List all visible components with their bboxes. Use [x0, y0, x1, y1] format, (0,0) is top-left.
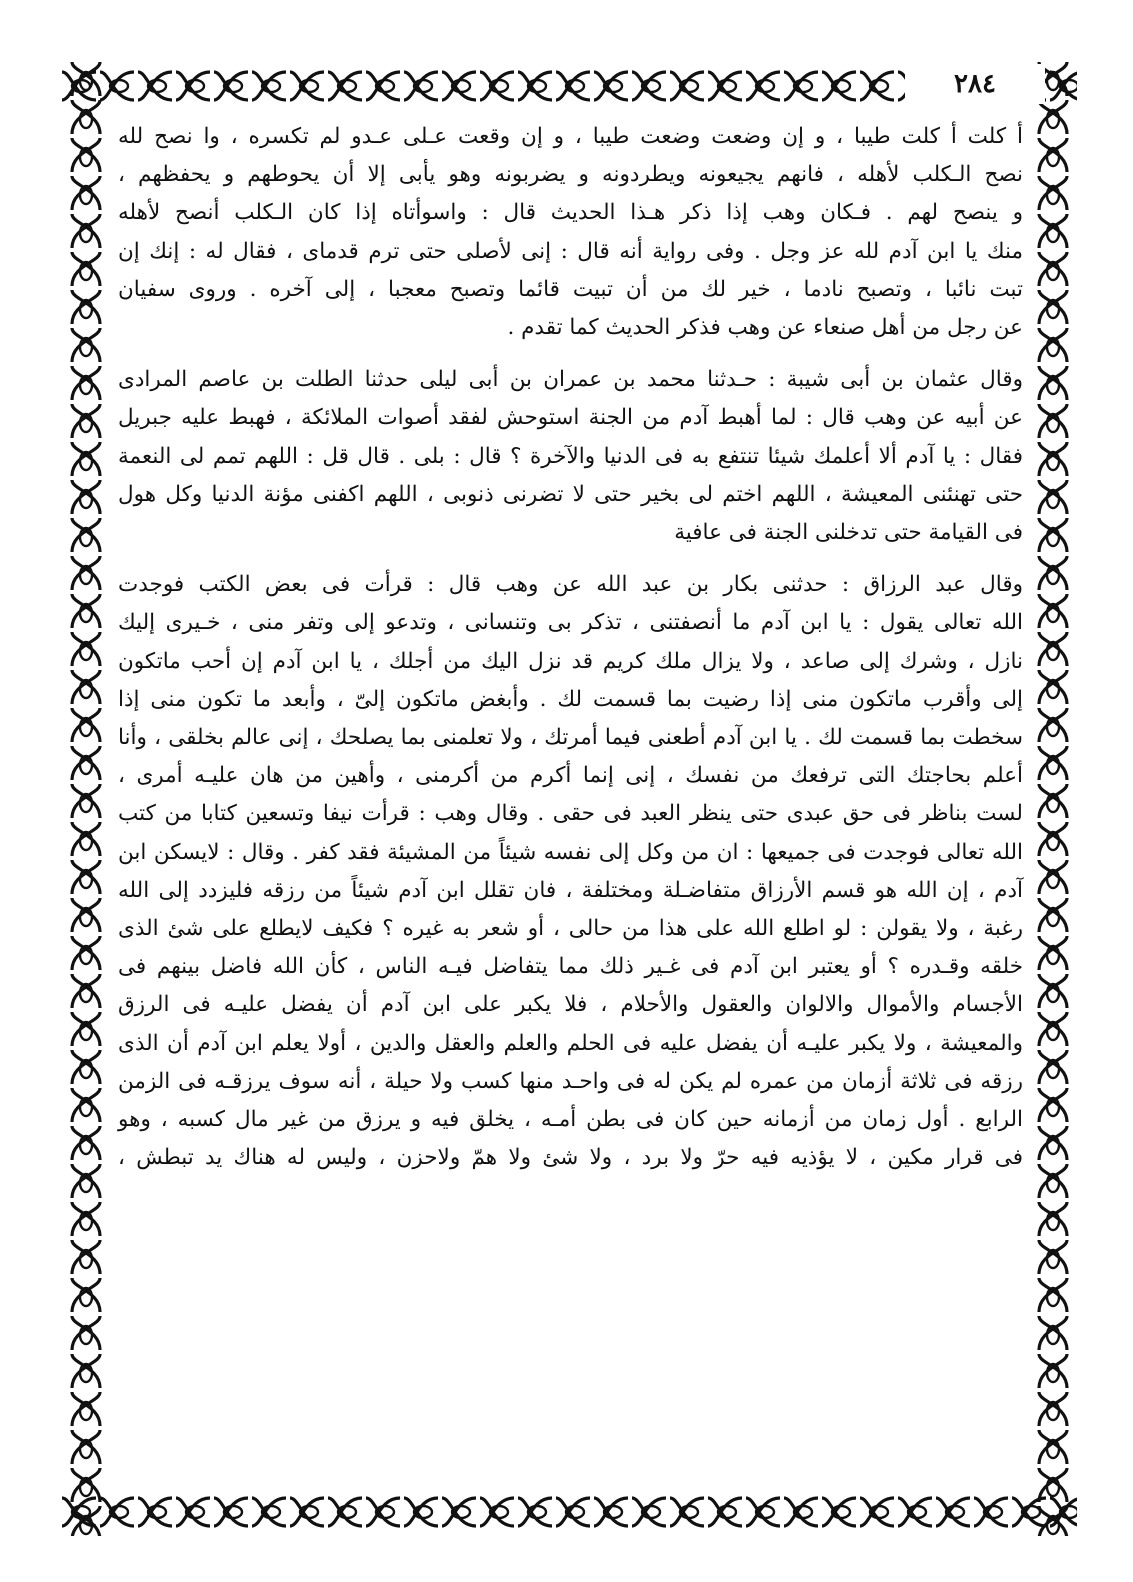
- chain-border-bottom: [62, 1488, 1077, 1536]
- text-line: الرابع . أول زمان من أزمانه حين كان فى بطن أمـه ، يخلق فيه و يرزق من غير مال كسبه ، وهو: [118, 1107, 1023, 1133]
- text-line: الأجسام والأموال والالوان والعقول والأحلام ، فلا يكبر على ابن آدم أن يفضل عليـه فى الرزق: [118, 992, 1023, 1018]
- text-line: فى القيامة حتى تدخلنى الجنة فى عافية: [674, 520, 1023, 546]
- text-line: أ كلت أ كلت طيبا ، و إن وضعت وضعت طيبا ، و إن وقعت عـلى عـدو لم تكسره ، وا نصح لله: [118, 124, 1023, 149]
- text-line: فى قرار مكين ، لا يؤذيه فيه حرّ ولا برد ، ولا شئ ولا همّ ولاحزن ، وليس له هناك يد تبطش ،: [118, 1145, 1023, 1171]
- text-line: رزقه فى ثلاثة أزمان من عمره لم يكن له فى واحـد منها كسب ولا حيلة ، أنه سوف يرزقـه فى الزمن: [118, 1068, 1023, 1094]
- text-line: والمعيشة ، ولا يكبر عليـه أن يفضل عليه فى الحلم والعلم والعقل والدين ، أولا يعلم ابن آدم أن الذى: [118, 1030, 1023, 1056]
- chain-strand: [72, 62, 100, 1536]
- text-line: تبت نائبا ، وتصبح نادما ، خير لك من أن تبيت قائما وتصبح معجبا ، إلى آخره . وروى سفيان: [118, 276, 1023, 302]
- chain-strand: [62, 1498, 1077, 1526]
- text-line: الله تعالى يقول : يا ابن آدم ما أنصفتنى ، تذكر بى وتنسانى ، وتدعو إلى وتفر منى ، خـيرى إليك: [118, 610, 1023, 636]
- text-line: منك يا ابن آدم لله عز وجل . وفى رواية أنه قال : إنى لأصلى حتى ترم قدماى ، فقال له : إنك إن: [118, 238, 1023, 264]
- text-line: خلقه وقـدره ؟ أو يعتبر ابن آدم فى غـير ذلك مما يتفاضل فيـه الناس ، كأن الله فاضل بينهم فى: [118, 954, 1023, 980]
- chain-border-right: [1029, 62, 1077, 1536]
- text-line: و ينصح لهم . فـكان وهب إذا ذكر هـذا الحديث قال : واسوأتاه إذا كان الـكلب أنصح لأهله: [118, 200, 1023, 226]
- text-line: أعلم بحاجتك التى ترفعك من نفسك ، إنى إنما أكرم من أكرمنى ، وأهين من هان عليـه أمرى ،: [118, 763, 1023, 789]
- text-line: نصح الـكلب لأهله ، فانهم يجيعونه ويطردونه و يضربونه وهو يأبى إلا أن يحوطهم و يحفظهم ،: [118, 162, 1023, 188]
- chain-strand: [72, 62, 100, 1536]
- text-line: حتى تهنئنى المعيشة ، اللهم اختم لى بخير حتى لا تضرنى ذنوبى ، اللهم اكفنى مؤنة الدنيا وكل هول: [118, 481, 1023, 507]
- page-number: ٢٨٤: [905, 64, 1045, 104]
- text-line: عن رجل من أهل صنعاء عن وهب فذكر الحديث كما تقدم .: [507, 315, 1023, 341]
- text-line: لست بناظر فى حق عبدى حتى ينظر العبد فى حقى . وقال وهب : قرأت نيفا وتسعين كتابا من كتب: [118, 801, 1023, 827]
- chain-strand: [1039, 62, 1067, 1536]
- body-text: [118, 118, 1023, 1483]
- text-line: آدم ، إن الله هو قسم الأرزاق متفاضـلة ومختلفة ، فان تقلل ابن آدم شيئاً من رزقه فليزدد إلى الله: [118, 877, 1023, 903]
- text-line: إلى وأقرب ماتكون منى إذا رضيت بما قسمت لك . وأبغض ماتكون إلىّ ، وأبعد ما تكون منى إذا: [118, 686, 1023, 712]
- paragraph-3: [118, 566, 1023, 1177]
- chain-strand: [1039, 62, 1067, 1536]
- text-line: الله تعالى فوجدت فى جميعها : ان من وكل إلى نفسه شيئاً من المشيئة فقد كفر . وقال : لايسكن ابن: [118, 839, 1023, 865]
- text-line: عن أبيه عن وهب قال : لما أهبط آدم من الجنة استوحش لفقد أصوات الملائكة ، فهبط عليه جبريل: [118, 405, 1023, 431]
- text-line: فقال : يا آدم ألا أعلمك شيئا تنتفع به فى الدنيا والآخرة ؟ قال : بلى . قال قل : اللهم تمم لى النعمة: [118, 443, 1023, 469]
- text-line: سخطت بما قسمت لك . يا ابن آدم أطعنى فيما أمرتك ، ولا تعلمنى بما يصلحك ، إنى عالم بخلقى ، وأنا: [118, 725, 1023, 751]
- paragraph-2: [118, 361, 1023, 552]
- text-line: وقال عثمان بن أبى شيبة : حـدثنا محمد بن عمران بن أبى ليلى حدثنا الطلت بن عاصم المرادى: [118, 367, 1023, 393]
- paragraph-1: [118, 118, 1023, 347]
- text-line: نازل ، وشرك إلى صاعد ، ولا يزال ملك كريم قد نزل اليك من أجلك ، يا ابن آدم إن أحب ماتكون: [118, 648, 1023, 674]
- chain-border-left: [62, 62, 110, 1536]
- text-line: وقال عبد الرزاق : حدثنى بكار بن عبد الله عن وهب قال : قرأت فى بعض الكتب فوجدت: [118, 572, 1023, 598]
- text-line: رغبة ، ولا يقولن : لو اطلع الله على هذا من حالى ، أو شعر به غيره ؟ فكيف لايطلع على شئ الذى: [118, 916, 1023, 942]
